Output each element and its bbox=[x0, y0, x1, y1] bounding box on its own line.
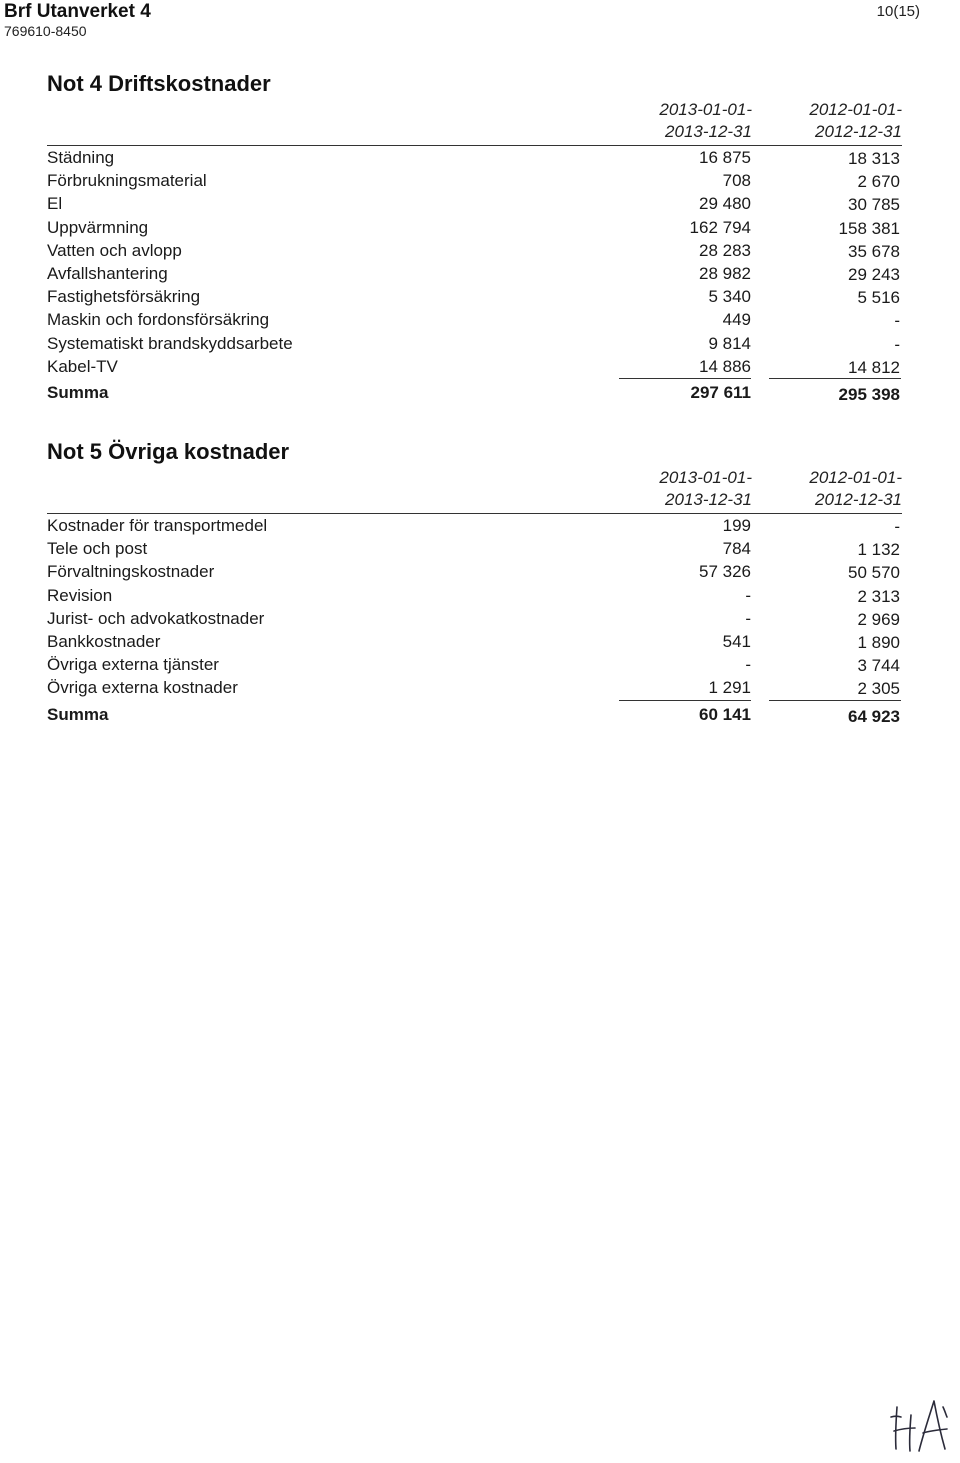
value-2013: 708 bbox=[722, 171, 751, 191]
table-row bbox=[47, 584, 902, 607]
value-2012: 35 678 bbox=[848, 241, 900, 261]
value-2012: 2 305 bbox=[857, 679, 900, 699]
table-row bbox=[47, 216, 902, 239]
value-2012: - bbox=[894, 517, 900, 536]
table-row bbox=[47, 262, 902, 285]
table-row bbox=[47, 355, 902, 378]
table-row bbox=[47, 146, 902, 169]
value-2013: 14 886 bbox=[699, 356, 751, 376]
value-2013: 29 480 bbox=[699, 194, 751, 214]
row-label: Avfallshantering bbox=[47, 263, 168, 283]
sum-2012: 64 923 bbox=[848, 706, 900, 726]
value-2012: - bbox=[894, 334, 900, 354]
note-5-section bbox=[47, 438, 902, 728]
table-row bbox=[47, 192, 902, 215]
period-2012-header bbox=[742, 99, 902, 143]
note-5-rows bbox=[47, 514, 902, 700]
value-2012: 5 516 bbox=[857, 288, 900, 308]
period-2013-header bbox=[592, 99, 752, 143]
table-row bbox=[47, 653, 902, 676]
sum-line-2013 bbox=[619, 700, 751, 701]
period-2012-start: 2012-01-01- bbox=[809, 468, 902, 487]
value-2012: 18 313 bbox=[848, 149, 900, 168]
value-2012: 29 243 bbox=[848, 264, 900, 284]
row-label: Revision bbox=[47, 585, 113, 605]
sum-2013: 297 611 bbox=[690, 382, 751, 402]
row-label: Systematiskt brandskyddsarbete bbox=[47, 333, 293, 353]
row-label: Vatten och avlopp bbox=[47, 240, 182, 260]
table-row bbox=[47, 630, 902, 653]
row-label: Kostnader för transportmedel bbox=[47, 516, 268, 535]
note-4-section bbox=[47, 70, 902, 406]
note-4-period-header bbox=[47, 99, 902, 145]
row-label: El bbox=[47, 194, 63, 214]
value-2012: 50 570 bbox=[848, 563, 900, 583]
period-2012-start: 2012-01-01- bbox=[809, 100, 902, 119]
table-row bbox=[47, 308, 902, 331]
period-2013-end: 2013-12-31 bbox=[665, 490, 752, 509]
sum-label: Summa bbox=[47, 382, 109, 402]
value-2013: 28 982 bbox=[699, 263, 751, 283]
sum-line-2012 bbox=[769, 700, 901, 701]
row-label: Städning bbox=[47, 148, 115, 167]
value-2012: 2 670 bbox=[857, 172, 900, 192]
value-2013: 784 bbox=[722, 539, 751, 559]
value-2013: 1 291 bbox=[708, 678, 751, 698]
row-label: Övriga externa tjänster bbox=[47, 655, 219, 675]
table-row bbox=[47, 332, 902, 355]
row-label: Fastighetsförsäkring bbox=[47, 287, 201, 307]
table-row bbox=[47, 676, 902, 699]
row-label: Övriga externa kostnader bbox=[47, 678, 238, 698]
value-2013: 449 bbox=[722, 310, 751, 330]
row-label: Kabel-TV bbox=[47, 356, 118, 376]
row-label: Jurist- och advokatkostnader bbox=[47, 608, 265, 628]
sum-line-2012 bbox=[769, 378, 901, 379]
sum-line-2013 bbox=[619, 378, 751, 379]
value-2012: 3 744 bbox=[857, 656, 900, 676]
period-2013-header bbox=[592, 467, 752, 511]
value-2013: 28 283 bbox=[699, 240, 751, 260]
value-2013: 541 bbox=[722, 631, 751, 651]
period-2012-end: 2012-12-31 bbox=[815, 490, 902, 509]
row-label: Uppvärmning bbox=[47, 217, 149, 237]
note-4-rows bbox=[47, 146, 902, 378]
organization-number: 769610-8450 bbox=[4, 23, 87, 39]
sum-row bbox=[47, 380, 902, 406]
sum-row bbox=[47, 702, 902, 728]
value-2012: 14 812 bbox=[848, 357, 900, 377]
row-label: Tele och post bbox=[47, 539, 148, 559]
value-2013: 199 bbox=[722, 516, 751, 535]
value-2013: 162 794 bbox=[689, 217, 751, 237]
note-5-period-header bbox=[47, 467, 902, 513]
row-label: Bankkostnader bbox=[47, 631, 161, 651]
table-row bbox=[47, 560, 902, 583]
value-2013: - bbox=[745, 585, 751, 605]
table-row bbox=[47, 169, 902, 192]
sum-2013: 60 141 bbox=[699, 704, 751, 724]
row-label: Förvaltningskostnader bbox=[47, 562, 215, 582]
row-label: Förbrukningsmaterial bbox=[47, 171, 207, 191]
value-2013: 16 875 bbox=[699, 148, 751, 167]
period-2013-start: 2013-01-01- bbox=[659, 100, 752, 119]
note-5-title: Not 5 Övriga kostnader bbox=[47, 439, 290, 464]
value-2012: - bbox=[894, 311, 900, 331]
period-2013-end: 2013-12-31 bbox=[665, 122, 752, 141]
signature-initials bbox=[885, 1395, 955, 1455]
value-2013: - bbox=[745, 655, 751, 675]
row-label: Maskin och fordonsförsäkring bbox=[47, 310, 270, 330]
period-2012-header bbox=[742, 467, 902, 511]
page-number: 10(15) bbox=[876, 3, 920, 20]
period-2013-start: 2013-01-01- bbox=[659, 468, 752, 487]
value-2013: - bbox=[745, 608, 751, 628]
value-2013: 9 814 bbox=[708, 333, 751, 353]
value-2013: 57 326 bbox=[699, 562, 751, 582]
period-2012-end: 2012-12-31 bbox=[815, 122, 902, 141]
table-row bbox=[47, 537, 902, 560]
value-2012: 1 132 bbox=[857, 540, 900, 560]
organization-name: Brf Utanverket 4 bbox=[4, 1, 151, 22]
value-2012: 30 785 bbox=[848, 195, 900, 215]
value-2012: 1 890 bbox=[857, 632, 900, 652]
value-2013: 5 340 bbox=[708, 287, 751, 307]
value-2012: 2 313 bbox=[857, 586, 900, 606]
value-2012: 158 381 bbox=[838, 218, 900, 238]
sum-2012: 295 398 bbox=[838, 384, 900, 404]
table-row bbox=[47, 514, 902, 537]
table-row bbox=[47, 239, 902, 262]
note-4-title: Not 4 Driftskostnader bbox=[47, 71, 271, 96]
table-row bbox=[47, 285, 902, 308]
table-row bbox=[47, 607, 902, 630]
value-2012: 2 969 bbox=[857, 609, 900, 629]
sum-label: Summa bbox=[47, 704, 109, 724]
